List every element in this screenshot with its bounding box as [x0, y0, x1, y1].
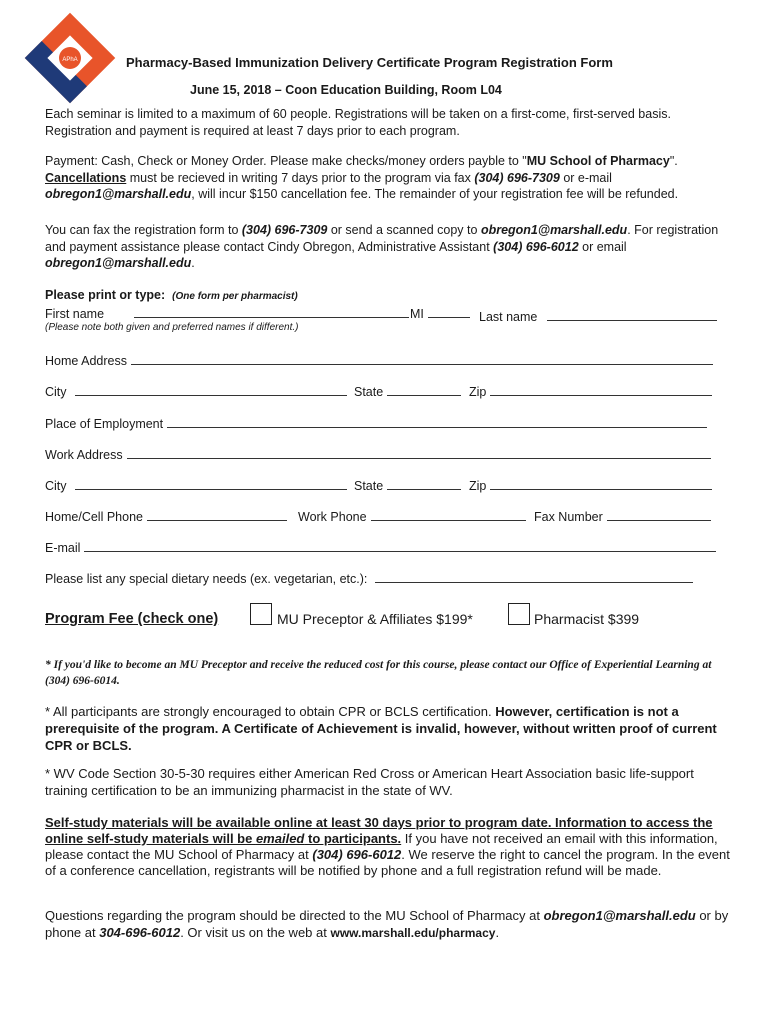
fax-number-field[interactable]: Fax Number	[534, 508, 711, 524]
immunization-delivery-logo	[24, 12, 116, 104]
svg-text:APhA: APhA	[62, 57, 78, 63]
questions-text: Questions regarding the program should be directed to the MU School of Pharmacy at obregon1@marshall.edu or by phone at 304-696-6012. Or visit us on the web at www.marshall.edu/pharmacy.	[45, 908, 729, 940]
work-zip-field[interactable]: Zip	[469, 477, 712, 493]
pharmacy-website-link[interactable]: www.marshall.edu/pharmacy	[330, 926, 496, 940]
payment-text: Payment: Cash, Check or Money Order. Please make checks/money orders payble to "MU School of Pharmacy". Cancellations must be recieved in writing 7 days prior to the program via fax (304) 696-7309 or e-mail obregon1@marshall.edu, will incur $150 cancellation fee. The remainder of your registration fee will be refunded.	[45, 154, 679, 201]
intro-text: Each seminar is limited to a maximum of 60 people. Registrations will be taken on a first-come, first-served basis. Registration and payment is required at least 7 days prior to each program.	[45, 107, 671, 138]
email-field[interactable]: E-mail	[45, 539, 716, 555]
wv-code-notice: * WV Code Section 30-5-30 requires either American Red Cross or American Heart Association basic life-support training certification to be an immunizing pharmacist in the state of WV.	[45, 766, 694, 798]
form-subtitle: June 15, 2018 – Coon Education Building, Room L04	[190, 83, 502, 97]
work-address-field[interactable]: Work Address	[45, 446, 711, 462]
print-instruction: Please print or type: (One form per pharmacist)	[45, 288, 298, 302]
program-fee-label: Program Fee (check one)	[45, 611, 219, 627]
preceptor-option-label: MU Preceptor & Affiliates $199*	[277, 611, 473, 627]
pharmacist-option-label: Pharmacist $399	[534, 611, 640, 627]
home-state-field[interactable]: State	[354, 383, 461, 399]
dietary-needs-field[interactable]: Please list any special dietary needs (ex. vegetarian, etc.):	[45, 570, 693, 586]
fax-info-text: You can fax the registration form to (304) 696-7309 or send a scanned copy to obregon1@marshall.edu. For registration and payment assistance please contact Cindy Obregon, Administrative Assistant (304) 696-6012 or email obregon1@marshall.edu.	[45, 223, 719, 270]
mi-field[interactable]: MI	[410, 305, 470, 321]
self-study-notice: Self-study materials will be available online at least 30 days prior to program date. Information to access the online self-study materials will be emailed to participants. If you have not received an email with this information, please contact the MU School of Pharmacy at (304) 696-6012. We reserve the right to cancel the program. In the event of a conference cancellation, registrants will be notified by phone and a full registration refund will be made.	[45, 815, 730, 878]
work-city-field[interactable]: City	[45, 477, 347, 493]
work-phone-field[interactable]: Work Phone	[298, 508, 526, 524]
names-note: (Please note both given and preferred names if different.)	[45, 322, 299, 333]
form-title: Pharmacy-Based Immunization Delivery Certificate Program Registration Form	[126, 55, 613, 70]
preceptor-checkbox[interactable]	[250, 603, 272, 625]
place-of-employment-field[interactable]: Place of Employment	[45, 415, 707, 431]
cpr-notice: * All participants are strongly encouraged to obtain CPR or BCLS certification. However, certification is not a prerequisite of the program. A Certificate of Achievement is invalid, however, without written proof of current CPR or BCLS.	[45, 704, 717, 753]
first-name-field[interactable]: First name	[45, 305, 409, 321]
home-cell-phone-field[interactable]: Home/Cell Phone	[45, 508, 287, 524]
home-address-field[interactable]: Home Address	[45, 352, 713, 368]
pharmacist-checkbox[interactable]	[508, 603, 530, 625]
home-zip-field[interactable]: Zip	[469, 383, 712, 399]
preceptor-note: * If you'd like to become an MU Preceptor and receive the reduced cost for this course, please contact our Office of Experiential Learning at (304) 696-6014.	[45, 659, 712, 687]
home-city-field[interactable]: City	[45, 383, 347, 399]
last-name-field[interactable]: Last name	[479, 308, 717, 324]
work-state-field[interactable]: State	[354, 477, 461, 493]
